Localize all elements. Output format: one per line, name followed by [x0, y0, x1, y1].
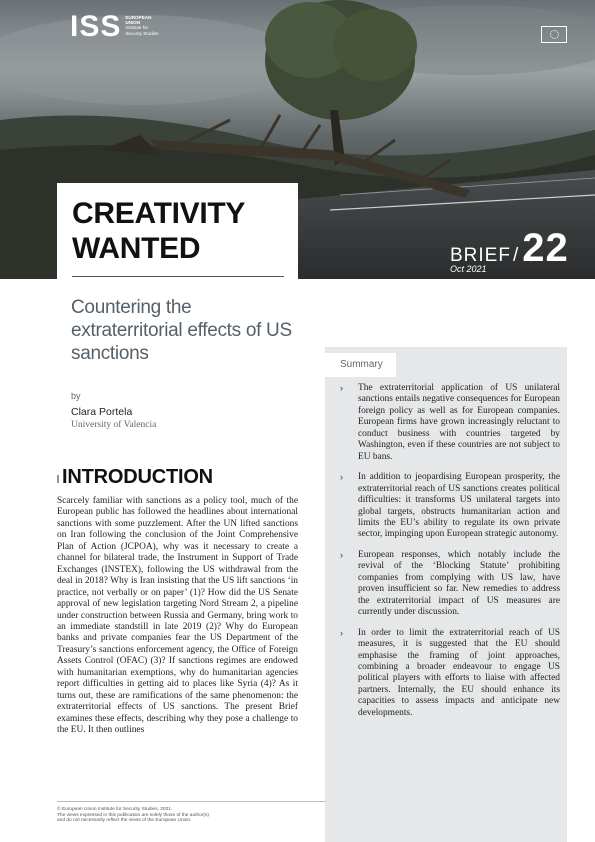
brief-label: BRIEF [450, 245, 511, 266]
by-label: by [71, 391, 81, 401]
logo-text [125, 15, 158, 36]
logo-line-2: UNION [125, 20, 141, 26]
subtitle: Countering the extraterritorial effects of US sanctions [71, 297, 292, 364]
summary-item [338, 550, 560, 619]
intro-paragraph: Scarcely familiar with sanctions as a policy tool, much of the European public has followed the headlines about international sanctions with some puzzlement. After the UN lifted sanctions on Iran following the conclusion of the Joint Comprehensive Plan of Action (JCPOA), why was it necessary to create a channel for bilateral trade, the Instrument in Support of Trade Exchanges (INSTEX), following the US withdrawal from the deal in 2018? Why is Iran insisting that the US lift sanctions ‘in practice, not verbally or on paper’ (1)? How did the US Senate approval of new legislation targeting Nord Stream 2, a pipeline under construction between Russia and Germany, bring work to an immediate standstill in late 2019 (2)? Why do European banks and private companies fear the US Department of the Treasury’s sanctions enforcement agency, the Office of Foreign Assets Control (OFAC) (3)? If sanctions regimes are endowed with humanitarian exemptions, why do humanitarian agencies report difficulties in getting aid to places like Syria (4)? As it turns out, these are ramifications of the same phenomenon: the extraterritorial effects of US sanctions. The present Brief examines these effects, describing why they pose a challenge to the EU. It then outlines [57, 496, 298, 736]
logo-line-1: EUROPEAN [125, 15, 152, 20]
logo-line-4: Security Studies [125, 30, 159, 36]
summary-item [338, 628, 560, 720]
eu-stars-ring [550, 30, 559, 39]
cover-title: CREATIVITY WANTED [72, 197, 245, 265]
logo-line-3: Institute for [125, 25, 149, 31]
chevron-right-icon: › [340, 549, 343, 560]
summary-item-text: European responses, which notably include the revival of the ‘Blocking Statute’ prohibiting companies from complying with US law, have proven insufficient so far. New remedies to address the extraterritorial impact of US measures are currently under discussion. [358, 549, 560, 618]
brief-date: Oct 2021 [450, 264, 487, 274]
summary-list [338, 383, 560, 728]
brief-separator: / [512, 245, 519, 266]
footer-line-3: and do not necessarily reflect the views of the European Union. [57, 818, 192, 824]
chevron-right-icon: › [340, 472, 343, 483]
footer-line-2: The views expressed in this publication are solely those of the author(s) [57, 812, 209, 818]
eu-flag-icon [541, 26, 567, 43]
section-heading-text: INTRODUCTION [62, 466, 213, 488]
author-affiliation: University of Valencia [71, 420, 157, 430]
chevron-right-icon: › [340, 383, 343, 393]
summary-item [338, 472, 560, 541]
section-marker [57, 475, 59, 483]
summary-item-text: The extraterritorial application of US unilateral sanctions entails negative consequences for European foreign policy as well as for European companies. European firms have grown increasingly reluctant to conduct business with countries targeted by Washington, even if these countries are not subject to EU bans. [358, 383, 560, 462]
title-divider [72, 276, 284, 277]
iss-logo[interactable] [70, 12, 159, 42]
summary-item-text: In order to limit the extraterritorial reach of US measures, it is suggested that the EU should emphasise the framing of joint approaches, combining a broader endeavour to engage US political players with efforts to liaise with affected partners. Internally, the EU should enhance its capacities to assess impacts and anticipate new developments. [358, 627, 560, 718]
author-name: Clara Portela [71, 406, 133, 418]
brief-number: 22 [522, 226, 569, 270]
footer-line-1: © European Union Institute for Security Studies, 2021. [57, 807, 173, 812]
footer-divider [57, 801, 325, 802]
chevron-right-icon: › [340, 627, 343, 638]
summary-item-text: In addition to jeopardising European prosperity, the extraterritorial reach of US sanctions creates political difficulties: it transforms US unilateral targets into global targets, obstructs humanitarian action and limits the EU’s ability to regulate its own private sector, impinging upon European strategic autonomy. [358, 472, 560, 540]
copyright-footer [57, 807, 325, 824]
section-heading [57, 466, 213, 489]
summary-item [338, 383, 560, 463]
logo-mark: ISS [70, 10, 122, 43]
summary-label: Summary [340, 359, 383, 370]
